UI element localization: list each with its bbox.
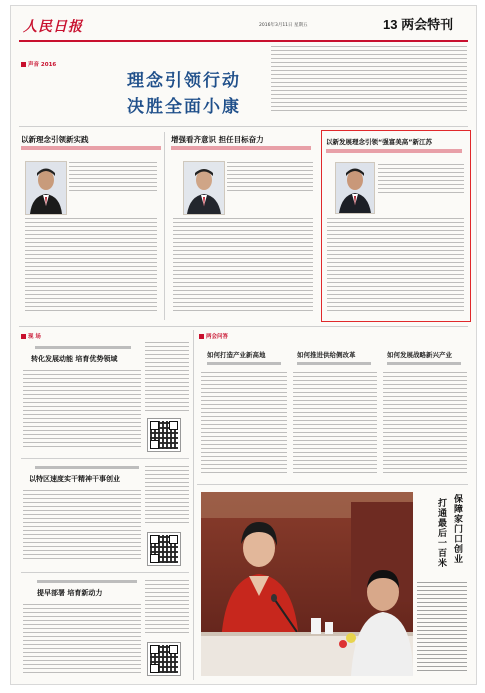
column-1-byline: [21, 146, 161, 150]
qa-item-2-title: 如何推进供给侧改革: [297, 351, 356, 359]
column-2-portrait: [183, 161, 225, 215]
live-article-2-body: [23, 490, 141, 562]
qa-item-3-body: [383, 372, 467, 476]
column-1-portrait: [25, 161, 67, 215]
intro-text-block: [271, 46, 467, 112]
live-article-3-body-col2: [145, 580, 189, 636]
section-tag-live: 现 场: [21, 332, 41, 340]
photo-feature-title-1: 保障家门口创业: [452, 494, 462, 564]
live-article-1-title: 转化发展动能 培育优势领域: [31, 355, 118, 363]
photo-feature-body: [417, 582, 467, 674]
column-1-title: 以新理念引领新实践: [21, 135, 89, 144]
divider: [164, 132, 165, 320]
divider: [21, 458, 189, 459]
qr-code: [147, 532, 181, 566]
divider: [197, 484, 468, 485]
live-article-1-body: [23, 370, 141, 448]
column-3-body-text: [327, 218, 464, 314]
live-article-2-body-col2: [145, 466, 189, 526]
live-article-2-kicker: [35, 466, 139, 469]
issue-date: 2016年3月11日 星期五: [259, 23, 308, 28]
qa-item-2-subtitle: [297, 362, 371, 365]
live-article-2-title: 以特区速度实干精神干事创业: [29, 475, 120, 483]
photo-feature-title-2: 打通最后一百米: [436, 498, 446, 568]
meeting-photo: [201, 492, 413, 676]
qa-item-1-body: [201, 372, 287, 476]
divider: [21, 572, 189, 573]
live-article-3-kicker: [37, 580, 137, 583]
newspaper-page: [10, 5, 477, 685]
live-article-1-kicker: [35, 346, 131, 349]
column-1-lead-text: [69, 162, 157, 192]
qa-item-3-title: 如何发展战略新兴产业: [387, 351, 452, 359]
column-3-portrait: [335, 162, 375, 214]
main-headline-line1: 理念引领行动: [127, 71, 241, 91]
divider: [19, 126, 468, 127]
live-article-3-title: 提早部署 培育新动力: [37, 589, 103, 597]
section-tag-voice: 声音 2016: [21, 60, 56, 68]
divider: [193, 330, 194, 680]
section-tag-qa: 两会问答: [199, 332, 228, 340]
column-1-body-text: [25, 218, 157, 314]
column-3-lead-text: [378, 164, 464, 194]
qa-item-2-body: [293, 372, 377, 476]
qr-code: [147, 642, 181, 676]
live-article-3-body: [23, 604, 141, 674]
column-2-lead-text: [227, 162, 313, 192]
qr-code: [147, 418, 181, 452]
main-headline-line2: 决胜全面小康: [127, 97, 241, 117]
column-3-byline: [326, 149, 462, 153]
newspaper-logo: 人民日报: [23, 19, 83, 35]
qa-item-1-title: 如何打造产业新高地: [207, 351, 266, 359]
column-2-body-text: [173, 218, 313, 314]
qa-item-1-subtitle: [207, 362, 281, 365]
masthead-rule: [19, 40, 468, 42]
divider: [19, 326, 468, 327]
column-3-title: 以新发展理念引领“强富美高”新江苏: [326, 138, 433, 146]
live-article-1-body-col2: [145, 342, 189, 414]
qa-item-3-subtitle: [387, 362, 461, 365]
column-2-title: 增强看齐意识 担任目标奋力: [171, 135, 264, 144]
page-label: 13 两会特刊: [383, 17, 454, 32]
column-2-byline: [171, 146, 311, 150]
